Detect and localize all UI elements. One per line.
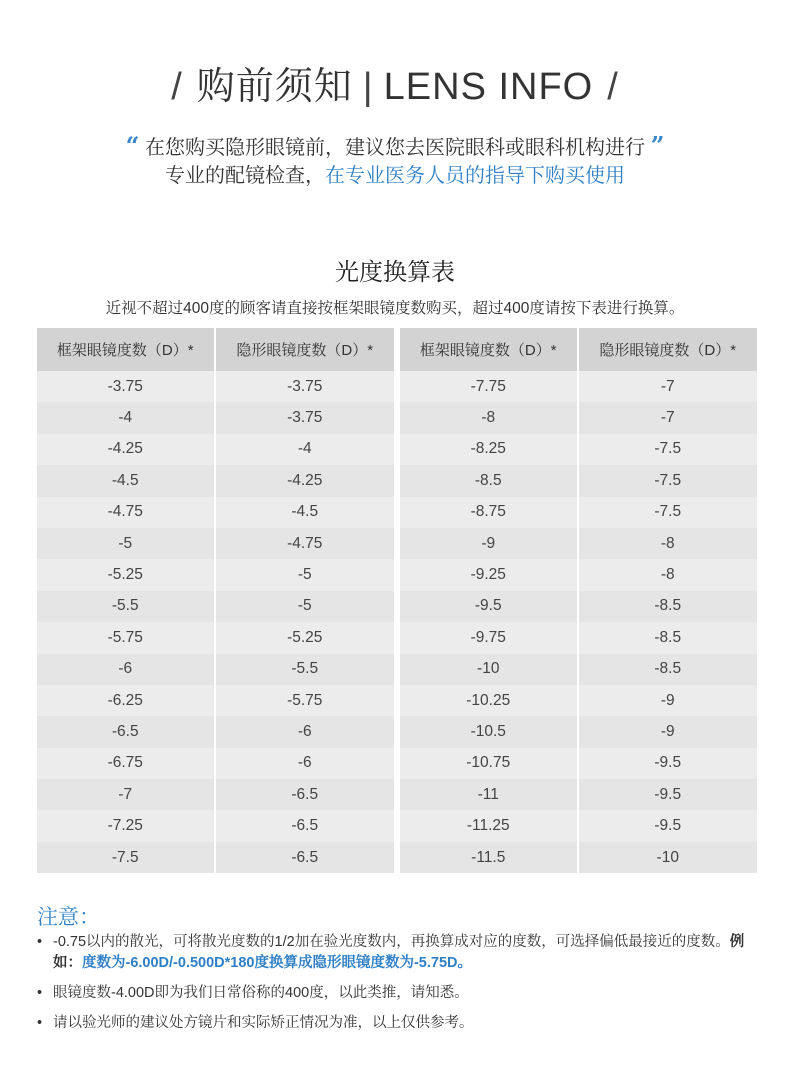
notes-list — [37, 932, 762, 1043]
contact-power-cell: -7 — [579, 402, 758, 433]
note-1-example-label: 例如： — [53, 934, 745, 971]
frame-power-cell: -10.75 — [400, 748, 579, 779]
frame-power-cell: -9.25 — [400, 559, 579, 590]
header-frame-power: 框架眼镜度数（D）* — [37, 328, 216, 371]
contact-power-cell: -6 — [216, 748, 395, 779]
contact-power-cell: -8.5 — [579, 591, 758, 622]
contact-power-cell: -5.5 — [216, 654, 395, 685]
table-header-row — [400, 328, 757, 371]
table-row — [37, 528, 394, 559]
table-row — [400, 716, 757, 747]
note-2-text: 眼镜度数-4.00D即为我们日常俗称的400度，以此类推，请知悉。 — [53, 985, 469, 1001]
frame-power-cell: -4.75 — [37, 497, 216, 528]
table-row — [400, 591, 757, 622]
frame-power-cell: -5 — [37, 528, 216, 559]
notes-title: 注意： — [37, 906, 100, 929]
table-row — [37, 434, 394, 465]
header-separator: | — [362, 66, 374, 108]
frame-power-cell: -9.75 — [400, 622, 579, 653]
table-row — [37, 842, 394, 873]
contact-power-cell: -5.75 — [216, 685, 395, 716]
header-contact-power: 隐形眼镜度数（D）* — [216, 328, 395, 371]
frame-power-cell: -7.75 — [400, 371, 579, 402]
contact-power-cell: -3.75 — [216, 371, 395, 402]
table-row — [37, 497, 394, 528]
contact-power-cell: -6.5 — [216, 810, 395, 841]
contact-power-cell: -4.75 — [216, 528, 395, 559]
table-row — [400, 685, 757, 716]
conversion-table-right — [400, 328, 757, 873]
contact-power-cell: -6.5 — [216, 779, 395, 810]
frame-power-cell: -8 — [400, 402, 579, 433]
contact-power-cell: -8 — [579, 528, 758, 559]
note-item-astigmatism — [37, 932, 762, 974]
contact-power-cell: -5 — [216, 591, 395, 622]
table-row — [400, 528, 757, 559]
quote-line-1 — [0, 132, 790, 162]
note-item-reference — [37, 1013, 762, 1034]
table-row — [400, 622, 757, 653]
frame-power-cell: -10.25 — [400, 685, 579, 716]
table-row — [37, 748, 394, 779]
frame-power-cell: -8.75 — [400, 497, 579, 528]
contact-power-cell: -7.5 — [579, 434, 758, 465]
frame-power-cell: -11.25 — [400, 810, 579, 841]
quote-text-1: 在您购买隐形眼镜前，建议您去医院眼科或眼科机构进行 — [145, 137, 645, 159]
table-row — [37, 622, 394, 653]
table-row — [37, 402, 394, 433]
contact-power-cell: -8 — [579, 559, 758, 590]
frame-power-cell: -10 — [400, 654, 579, 685]
table-row — [400, 465, 757, 496]
contact-power-cell: -5 — [216, 559, 395, 590]
table-row — [37, 716, 394, 747]
table-row — [37, 685, 394, 716]
quote-text-2: 专业的配镜检查， — [165, 165, 325, 187]
note-item-degree — [37, 983, 762, 1004]
header-contact-power: 隐形眼镜度数（D）* — [579, 328, 758, 371]
table-row — [400, 842, 757, 873]
contact-power-cell: -7 — [579, 371, 758, 402]
table-row — [400, 810, 757, 841]
table-row — [37, 371, 394, 402]
frame-power-cell: -11 — [400, 779, 579, 810]
contact-power-cell: -4 — [216, 434, 395, 465]
table-row — [400, 559, 757, 590]
table-title: 光度换算表 — [335, 259, 455, 286]
table-row — [400, 434, 757, 465]
contact-power-cell: -6.5 — [216, 842, 395, 873]
table-row — [400, 779, 757, 810]
frame-power-cell: -4.25 — [37, 434, 216, 465]
contact-power-cell: -9 — [579, 685, 758, 716]
note-1-text: -0.75以内的散光，可将散光度数的1/2加在验光度数内，再换算成对应的度数，可选择偏低最接近的度数。 — [53, 934, 730, 950]
contact-power-cell: -7.5 — [579, 497, 758, 528]
frame-power-cell: -4 — [37, 402, 216, 433]
frame-power-cell: -6 — [37, 654, 216, 685]
quote-highlight: 在专业医务人员的指导下购买使用 — [325, 165, 625, 187]
frame-power-cell: -8.25 — [400, 434, 579, 465]
table-row — [37, 591, 394, 622]
frame-power-cell: -9.5 — [400, 591, 579, 622]
contact-power-cell: -4.5 — [216, 497, 395, 528]
quote-line-2 — [0, 162, 790, 190]
table-row — [37, 654, 394, 685]
frame-power-cell: -5.5 — [37, 591, 216, 622]
table-row — [37, 779, 394, 810]
contact-power-cell: -7.5 — [579, 465, 758, 496]
frame-power-cell: -8.5 — [400, 465, 579, 496]
conversion-table-left — [37, 328, 394, 873]
table-header-row — [37, 328, 394, 371]
note-3-text: 请以验光师的建议处方镜片和实际矫正情况为准，以上仅供参考。 — [53, 1015, 474, 1031]
frame-power-cell: -5.25 — [37, 559, 216, 590]
contact-power-cell: -9 — [579, 716, 758, 747]
contact-power-cell: -9.5 — [579, 810, 758, 841]
frame-power-cell: -10.5 — [400, 716, 579, 747]
table-row — [37, 559, 394, 590]
header-frame-power: 框架眼镜度数（D）* — [400, 328, 579, 371]
table-row — [400, 402, 757, 433]
table-row — [400, 371, 757, 402]
frame-power-cell: -7.25 — [37, 810, 216, 841]
page-header — [0, 62, 790, 112]
contact-power-cell: -5.25 — [216, 622, 395, 653]
intro-quote — [0, 132, 790, 190]
contact-power-cell: -10 — [579, 842, 758, 873]
frame-power-cell: -11.5 — [400, 842, 579, 873]
open-quote-icon: “ — [125, 131, 140, 160]
header-title-en: LENS INFO — [383, 66, 594, 108]
frame-power-cell: -3.75 — [37, 371, 216, 402]
table-subtitle: 近视不超过400度的顾客请直接按框架眼镜度数购买，超过400度请按下表进行换算。 — [105, 300, 685, 317]
contact-power-cell: -4.25 — [216, 465, 395, 496]
frame-power-cell: -6.75 — [37, 748, 216, 779]
header-slash-right: / — [607, 66, 619, 108]
frame-power-cell: -6.5 — [37, 716, 216, 747]
contact-power-cell: -9.5 — [579, 748, 758, 779]
contact-power-cell: -6 — [216, 716, 395, 747]
contact-power-cell: -8.5 — [579, 622, 758, 653]
table-row — [400, 654, 757, 685]
header-slash-left: / — [171, 66, 183, 108]
frame-power-cell: -7.5 — [37, 842, 216, 873]
frame-power-cell: -5.75 — [37, 622, 216, 653]
table-row — [400, 497, 757, 528]
conversion-tables — [37, 328, 757, 873]
header-title-cn: 购前须知 — [196, 66, 353, 108]
note-1-example: 度数为-6.00D/-0.500D*180度换算成隐形眼镜度数为-5.75D。 — [82, 955, 472, 971]
contact-power-cell: -3.75 — [216, 402, 395, 433]
table-row — [37, 465, 394, 496]
contact-power-cell: -9.5 — [579, 779, 758, 810]
table-row — [37, 810, 394, 841]
frame-power-cell: -7 — [37, 779, 216, 810]
frame-power-cell: -9 — [400, 528, 579, 559]
frame-power-cell: -6.25 — [37, 685, 216, 716]
table-row — [400, 748, 757, 779]
contact-power-cell: -8.5 — [579, 654, 758, 685]
close-quote-icon: ” — [650, 131, 665, 160]
frame-power-cell: -4.5 — [37, 465, 216, 496]
